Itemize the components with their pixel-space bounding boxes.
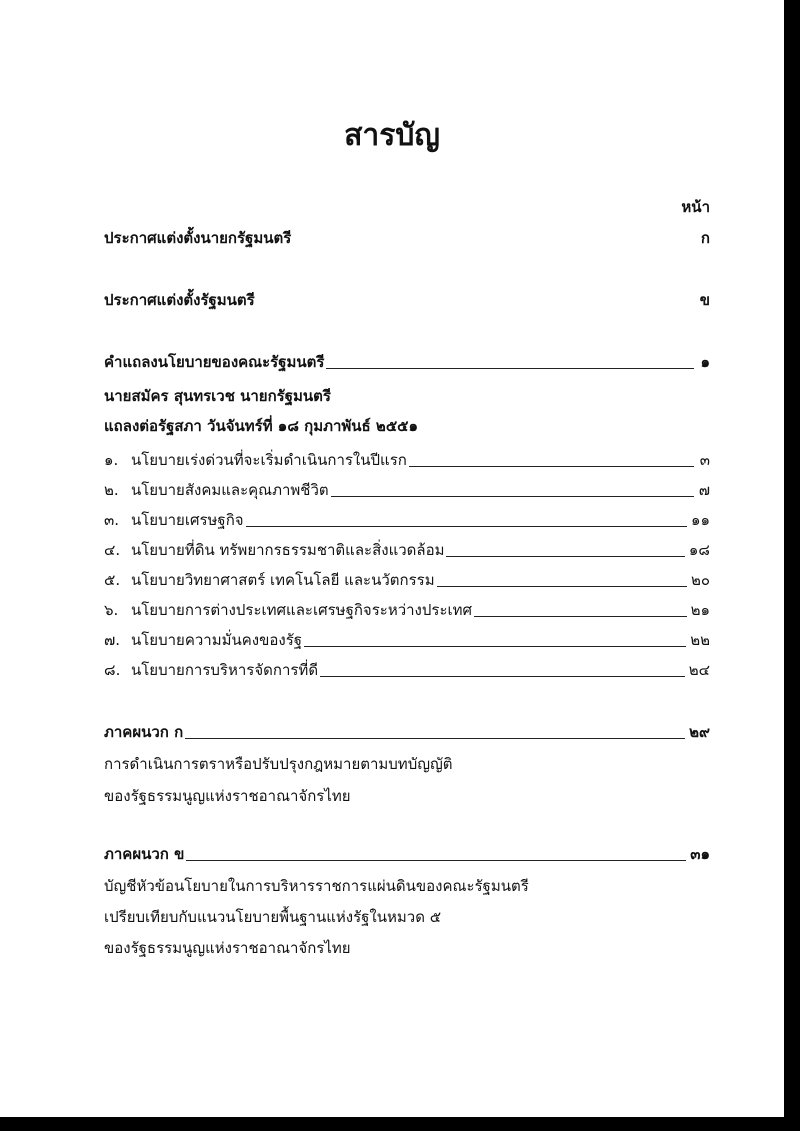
- appendix-b-desc-3: ของรัฐธรรมนูญแห่งราชอาณาจักรไทย: [104, 939, 351, 957]
- toc-entry-policy-2[interactable]: [104, 478, 710, 502]
- toc-entry-announce-pm[interactable]: [104, 226, 710, 250]
- toc-entry-policy-4[interactable]: [104, 538, 710, 562]
- scan-border-bottom: [0, 1117, 800, 1131]
- entry-page: ข: [699, 291, 710, 309]
- toc-entry-policy-7[interactable]: [104, 628, 710, 652]
- leader-line: [186, 860, 686, 861]
- entry-label: ภาคผนวก ข: [104, 845, 185, 863]
- entry-page: ๗: [698, 481, 710, 499]
- entry-label: นโยบายความมั่นคงของรัฐ: [131, 631, 303, 649]
- scan-border-right: [784, 0, 800, 1131]
- appendix-b-desc-2: เปรียบเทียบกับแนวนโยบายพื้นฐานแห่งรัฐในหมวด ๕: [104, 908, 442, 926]
- entry-label: นโยบายที่ดิน ทรัพยากรธรรมชาติและสิ่งแวดล้อม: [131, 541, 445, 559]
- toc-entry-policy-1[interactable]: [104, 448, 710, 472]
- toc-entry-appendix-b[interactable]: [104, 842, 710, 866]
- entry-page: ๒๒: [690, 631, 710, 649]
- entry-page: ๑: [700, 353, 710, 371]
- entry-page: ๒๔: [688, 661, 710, 679]
- entry-number: ๕.: [104, 571, 121, 589]
- entry-label: นโยบายการบริหารจัดการที่ดี: [131, 661, 319, 679]
- entry-number: ๔.: [104, 541, 121, 559]
- entry-label: ภาคผนวก ก: [104, 723, 184, 741]
- entry-label: นโยบายการต่างประเทศและเศรษฐกิจระหว่างประเทศ: [131, 601, 473, 619]
- toc-entry-policy-8[interactable]: [104, 658, 710, 682]
- entry-page: ๑๘: [688, 541, 710, 559]
- leader-line: [409, 466, 694, 467]
- entry-label: ประกาศแต่งตั้งนายกรัฐมนตรี: [104, 229, 292, 247]
- leader-line: [326, 368, 694, 369]
- leader-line: [185, 738, 685, 739]
- entry-number: ๗.: [104, 631, 121, 649]
- appendix-a-desc-1: การดำเนินการตราหรือปรับปรุงกฎหมายตามบทบัญญัติ: [104, 755, 453, 773]
- toc-entry-policy-6[interactable]: [104, 598, 710, 622]
- leader-line: [320, 676, 685, 677]
- toc-entry-appendix-a[interactable]: [104, 720, 710, 744]
- page-column-header: หน้า: [681, 198, 710, 216]
- entry-page: ๓๑: [690, 845, 710, 863]
- entry-page: ๑๑: [690, 511, 710, 529]
- leader-line: [304, 646, 686, 647]
- appendix-b-desc-1: บัญชีหัวข้อนโยบายในการบริหารราชการแผ่นดินของคณะรัฐมนตรี: [104, 877, 529, 895]
- entry-number: ๒.: [104, 481, 119, 499]
- policy-statement-subline-1: นายสมัคร สุนทรเวช นายกรัฐมนตรี: [104, 387, 331, 405]
- leader-line: [246, 526, 687, 527]
- toc-entry-policy-statement[interactable]: [104, 350, 710, 374]
- entry-label: ประกาศแต่งตั้งรัฐมนตรี: [104, 291, 255, 309]
- toc-entry-announce-ministers[interactable]: [104, 288, 710, 312]
- appendix-a-desc-2: ของรัฐธรรมนูญแห่งราชอาณาจักรไทย: [104, 787, 351, 805]
- entry-number: ๓.: [104, 511, 120, 529]
- entry-label: นโยบายสังคมและคุณภาพชีวิต: [131, 481, 329, 499]
- leader-line: [474, 616, 687, 617]
- toc-entry-policy-3[interactable]: [104, 508, 710, 532]
- entry-label: คำแถลงนโยบายของคณะรัฐมนตรี: [104, 353, 325, 371]
- entry-page: ๒๙: [689, 723, 710, 741]
- entry-page: ๒๐: [690, 571, 710, 589]
- policy-statement-subline-2: แถลงต่อรัฐสภา วันจันทร์ที่ ๑๘ กุมภาพันธ์ ๒๕๕๑: [104, 417, 419, 435]
- entry-page: ก: [700, 229, 710, 247]
- entry-number: ๖.: [104, 601, 119, 619]
- page-title: สารบัญ: [344, 118, 440, 153]
- leader-line: [437, 586, 687, 587]
- entry-number: ๑.: [104, 451, 119, 469]
- leader-line: [446, 556, 684, 557]
- entry-label: นโยบายเร่งด่วนที่จะเริ่มดำเนินการในปีแรก: [131, 451, 407, 469]
- entry-label: นโยบายเศรษฐกิจ: [131, 511, 244, 529]
- entry-number: ๘.: [104, 661, 121, 679]
- entry-page: ๒๑: [690, 601, 710, 619]
- leader-line: [331, 496, 694, 497]
- toc-entry-policy-5[interactable]: [104, 568, 710, 592]
- entry-label: นโยบายวิทยาศาสตร์ เทคโนโลยี และนวัตกรรม: [131, 571, 435, 589]
- entry-page: ๓: [699, 451, 710, 469]
